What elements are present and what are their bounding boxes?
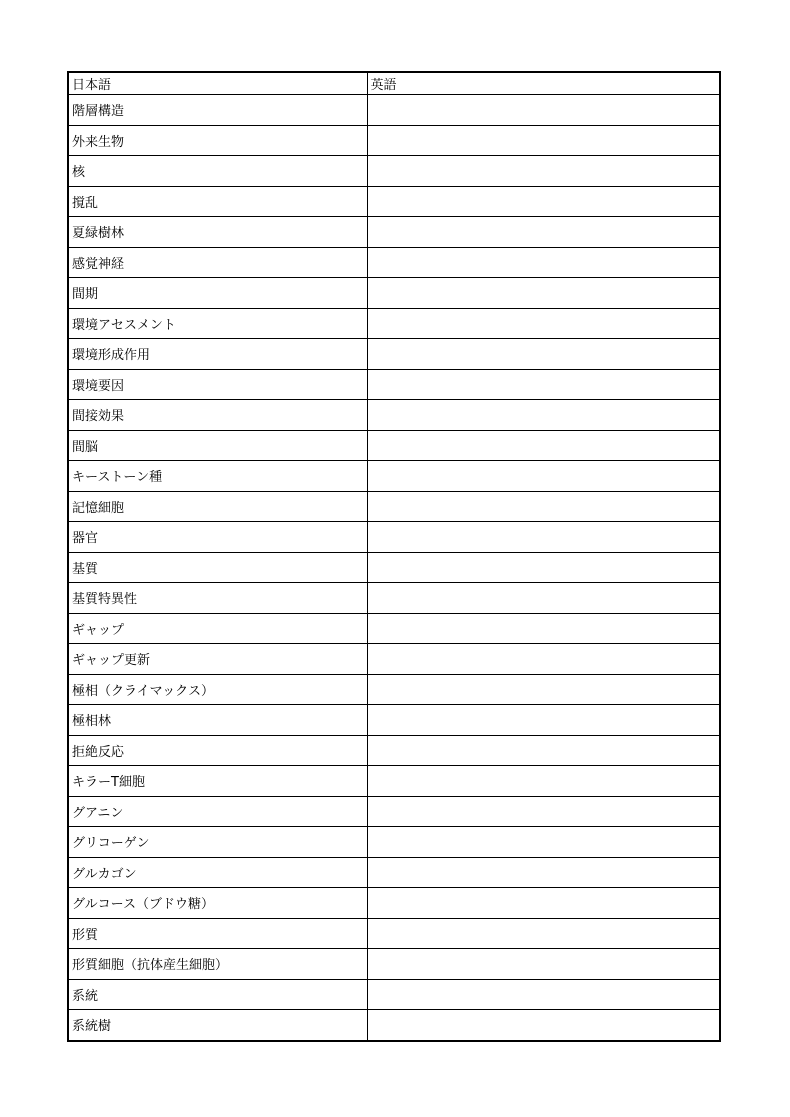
vocabulary-sheet	[67, 71, 719, 1042]
japanese-term-cell: 環境要因	[68, 369, 367, 400]
english-term-cell[interactable]	[367, 613, 720, 644]
japanese-term-cell: 間脳	[68, 430, 367, 461]
japanese-term-cell: キラーT細胞	[68, 766, 367, 797]
table-row	[68, 735, 720, 766]
table-row	[68, 308, 720, 339]
header-japanese: 日本語	[68, 72, 367, 95]
english-term-cell[interactable]	[367, 95, 720, 126]
table-row	[68, 1010, 720, 1041]
english-term-cell[interactable]	[367, 979, 720, 1010]
japanese-term-cell: 環境形成作用	[68, 339, 367, 370]
english-term-cell[interactable]	[367, 156, 720, 187]
japanese-term-cell: グルカゴン	[68, 857, 367, 888]
table-row	[68, 125, 720, 156]
english-term-cell[interactable]	[367, 522, 720, 553]
japanese-term-cell: 感覚神経	[68, 247, 367, 278]
table-row	[68, 827, 720, 858]
table-row	[68, 979, 720, 1010]
english-term-cell[interactable]	[367, 247, 720, 278]
japanese-term-cell: 基質	[68, 552, 367, 583]
japanese-term-cell: 系統樹	[68, 1010, 367, 1041]
english-term-cell[interactable]	[367, 125, 720, 156]
japanese-term-cell: グアニン	[68, 796, 367, 827]
english-term-cell[interactable]	[367, 827, 720, 858]
table-row	[68, 339, 720, 370]
japanese-term-cell: 記憶細胞	[68, 491, 367, 522]
japanese-term-cell: ギャップ	[68, 613, 367, 644]
table-row	[68, 491, 720, 522]
table-row	[68, 430, 720, 461]
table-row	[68, 552, 720, 583]
header-english: 英語	[367, 72, 720, 95]
japanese-term-cell: 極相林	[68, 705, 367, 736]
english-term-cell[interactable]	[367, 339, 720, 370]
japanese-term-cell: 器官	[68, 522, 367, 553]
english-term-cell[interactable]	[367, 552, 720, 583]
table-row	[68, 95, 720, 126]
table-row	[68, 461, 720, 492]
table-row	[68, 613, 720, 644]
table-row	[68, 705, 720, 736]
japanese-term-cell: 階層構造	[68, 95, 367, 126]
japanese-term-cell: 拒絶反応	[68, 735, 367, 766]
japanese-term-cell: グリコーゲン	[68, 827, 367, 858]
english-term-cell[interactable]	[367, 369, 720, 400]
english-term-cell[interactable]	[367, 735, 720, 766]
japanese-term-cell: 系統	[68, 979, 367, 1010]
english-term-cell[interactable]	[367, 400, 720, 431]
vocabulary-table	[67, 71, 721, 1042]
table-row	[68, 949, 720, 980]
table-row	[68, 796, 720, 827]
japanese-term-cell: 基質特異性	[68, 583, 367, 614]
english-term-cell[interactable]	[367, 766, 720, 797]
english-term-cell[interactable]	[367, 1010, 720, 1041]
japanese-term-cell: 核	[68, 156, 367, 187]
japanese-term-cell: 形質	[68, 918, 367, 949]
table-row	[68, 247, 720, 278]
japanese-term-cell: ギャップ更新	[68, 644, 367, 675]
japanese-term-cell: 環境アセスメント	[68, 308, 367, 339]
table-row	[68, 186, 720, 217]
table-row	[68, 857, 720, 888]
table-row	[68, 674, 720, 705]
english-term-cell[interactable]	[367, 918, 720, 949]
english-term-cell[interactable]	[367, 278, 720, 309]
english-term-cell[interactable]	[367, 674, 720, 705]
japanese-term-cell: 間期	[68, 278, 367, 309]
japanese-term-cell: 間接効果	[68, 400, 367, 431]
table-row	[68, 217, 720, 248]
english-term-cell[interactable]	[367, 705, 720, 736]
english-term-cell[interactable]	[367, 888, 720, 919]
table-header-row	[68, 72, 720, 95]
japanese-term-cell: グルコース（ブドウ糖）	[68, 888, 367, 919]
table-row	[68, 369, 720, 400]
table-row	[68, 888, 720, 919]
japanese-term-cell: 極相（クライマックス）	[68, 674, 367, 705]
english-term-cell[interactable]	[367, 949, 720, 980]
table-row	[68, 766, 720, 797]
japanese-term-cell: 夏緑樹林	[68, 217, 367, 248]
table-row	[68, 918, 720, 949]
japanese-term-cell: 外来生物	[68, 125, 367, 156]
japanese-term-cell: キーストーン種	[68, 461, 367, 492]
english-term-cell[interactable]	[367, 217, 720, 248]
english-term-cell[interactable]	[367, 796, 720, 827]
table-row	[68, 156, 720, 187]
table-row	[68, 644, 720, 675]
english-term-cell[interactable]	[367, 186, 720, 217]
english-term-cell[interactable]	[367, 430, 720, 461]
japanese-term-cell: 形質細胞（抗体産生細胞）	[68, 949, 367, 980]
japanese-term-cell: 撹乱	[68, 186, 367, 217]
english-term-cell[interactable]	[367, 491, 720, 522]
table-row	[68, 400, 720, 431]
table-body	[68, 95, 720, 1041]
english-term-cell[interactable]	[367, 583, 720, 614]
table-row	[68, 522, 720, 553]
english-term-cell[interactable]	[367, 857, 720, 888]
table-row	[68, 583, 720, 614]
table-row	[68, 278, 720, 309]
english-term-cell[interactable]	[367, 308, 720, 339]
english-term-cell[interactable]	[367, 461, 720, 492]
english-term-cell[interactable]	[367, 644, 720, 675]
